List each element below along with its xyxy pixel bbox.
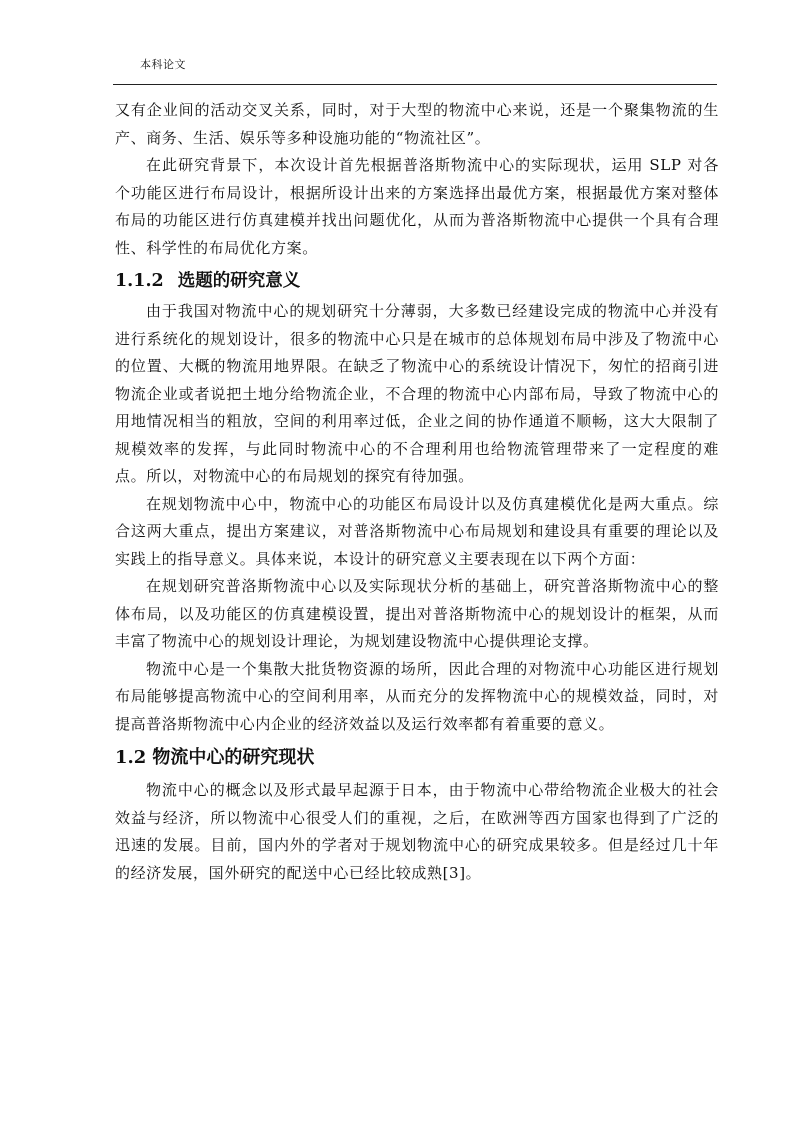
paragraph-research-status: 物流中心的概念以及形式最早起源于日本，由于物流中心带给物流企业极大的社会效益与经济，所以物流中心很受人们的重视，之后，在欧洲等西方国家也得到了广泛的迅速的发展。目前，国内外的学者对于规划物流中心的研究成果较多。但是经过几十年的经济发展，国外研究的配送中心已经比较成熟[3]。 bbox=[115, 781, 719, 882]
paragraph-continued: 又有企业间的活动交叉关系，同时，对于大型的物流中心来说，还是一个聚集物流的生产、商务、生活、娱乐等多种设施功能的“物流社区”。 bbox=[115, 101, 719, 147]
section-heading-1-1-2 bbox=[115, 268, 719, 294]
section-number: 1.2 bbox=[115, 747, 147, 768]
paragraph-significance-4: 物流中心是一个集散大批货物资源的场所，因此合理的对物流中心功能区进行规划布局能够提高物流中心的空间利用率，从而充分的发挥物流中心的规模效益，同时，对提高普洛斯物流中心内企业的经济效益以及运行效率都有着重要的意义。 bbox=[115, 659, 719, 733]
paragraph-significance-2: 在规划物流中心中，物流中心的功能区布局设计以及仿真建模优化是两大重点。综合这两大重点，提出方案建议，对普洛斯物流中心布局规划和建设具有重要的理论以及实践上的指导意义。具体来说，本设计的研究意义主要表现在以下两个方面： bbox=[115, 494, 719, 568]
paragraph-significance-3: 在规划研究普洛斯物流中心以及实际现状分析的基础上，研究普洛斯物流中心的整体布局，以及功能区的仿真建模设置，提出对普洛斯物流中心的规划设计的框架，从而丰富了物流中心的规划设计理论，为规划建设物流中心提供理论支撑。 bbox=[115, 577, 719, 650]
section-number: 1.1.2 bbox=[115, 271, 164, 291]
document-body bbox=[115, 97, 719, 887]
section-title: 物流中心的研究现状 bbox=[152, 747, 315, 768]
paragraph-background: 在此研究背景下，本次设计首先根据普洛斯物流中心的实际现状，运用 SLP 对各个功能区进行布局设计，根据所设计出来的方案选择出最优方案，根据最优方案对整体布局的功能区进行仿真建模并找出问题优化，从而为普洛斯物流中心提供一个具有合理性、科学性的布局优化方案。 bbox=[115, 156, 719, 257]
running-header: 本科论文 bbox=[140, 58, 186, 71]
paragraph-significance-1: 由于我国对物流中心的规划研究十分薄弱，大多数已经建设完成的物流中心并没有进行系统化的规划设计，很多的物流中心只是在城市的总体规划布局中涉及了物流中心的位置、大概的物流用地界限。在缺乏了物流中心的系统设计情况下，匆忙的招商引进物流企业或者说把土地分给物流企业，不合理的物流中心内部布局，导致了物流中心的用地情况相当的粗放，空间的利用率过低，企业之间的协作通道不顺畅，这大大限制了规模效率的发挥，与此同时物流中心的不合理利用也给物流管理带来了一定程度的难点。所以，对物流中心的布局规划的探究有待加强。 bbox=[115, 302, 719, 485]
section-title: 选题的研究意义 bbox=[177, 271, 301, 291]
section-heading-1-2 bbox=[115, 745, 719, 771]
header-divider bbox=[113, 84, 717, 85]
